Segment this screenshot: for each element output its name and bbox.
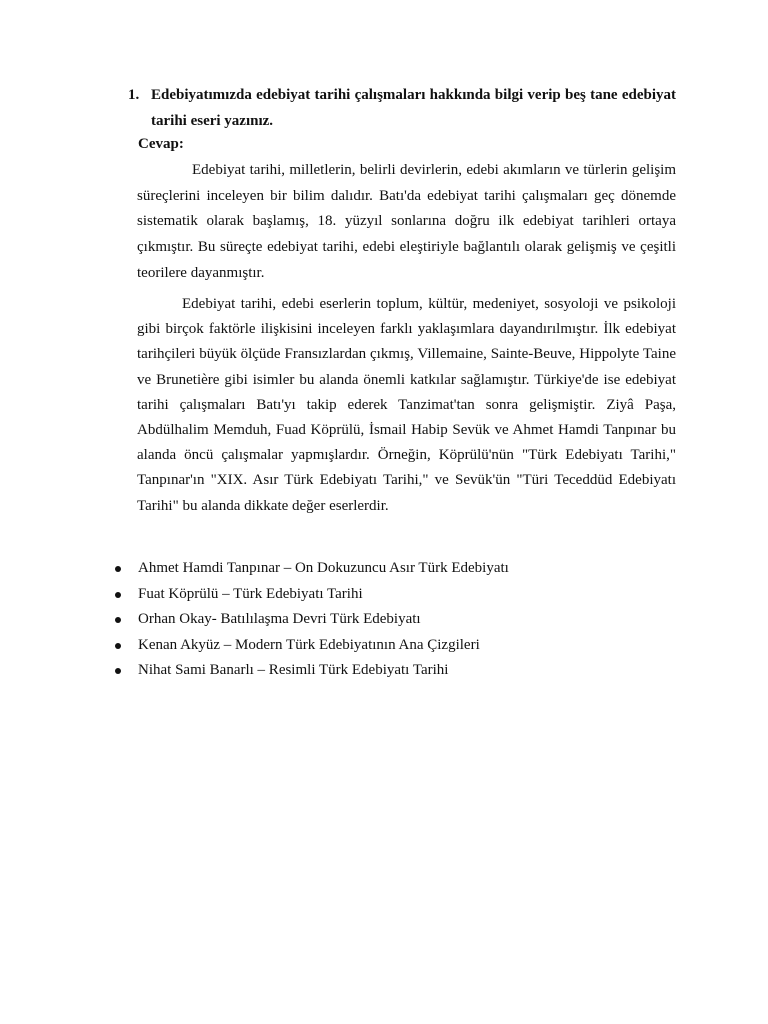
book-list-item <box>112 582 672 608</box>
bullet-icon <box>115 668 121 674</box>
question-number: 1. <box>128 87 140 103</box>
book-list-item <box>112 633 672 659</box>
bullet-icon <box>115 617 121 623</box>
bullet-icon <box>115 643 121 649</box>
book-title: Fuat Köprülü – Türk Edebiyatı Tarihi <box>138 585 363 602</box>
bullet-icon <box>115 566 121 572</box>
book-title: Ahmet Hamdi Tanpınar – On Dokuzuncu Asır Türk Edebiyatı <box>138 560 509 576</box>
book-list <box>112 556 672 684</box>
book-title: Kenan Akyüz – Modern Türk Edebiyatının Ana Çizgileri <box>138 636 480 653</box>
book-list-item <box>112 556 672 582</box>
bullet-icon <box>115 592 121 598</box>
answer-paragraph-1: Edebiyat tarihi, milletlerin, belirli devirlerin, edebi akımların ve türlerin gelişim süreçlerini inceleyen bir bilim dalıdır. Batı'da edebiyat tarihi çalışmaları geç dönemde sistematik olarak başlamış, 18. yüzyıl sonlarına doğru ilk edebiyat tarihleri ortaya çıkmıştır. Bu süreçte edebiyat tarihi, edebi eleştiriyle bağlantılı olarak gelişmiş ve çeşitli teorilere dayanmıştır. <box>137 162 676 281</box>
book-title: Orhan Okay- Batılılaşma Devri Türk Edebiyatı <box>138 611 421 628</box>
book-list-item <box>112 607 672 633</box>
answer-paragraph-2: Edebiyat tarihi, edebi eserlerin toplum, kültür, medeniyet, sosyoloji ve psikoloji gibi birçok faktörle ilişkisini inceleyen farklı yaklaşımlara dayandırılmıştır. İlk edebiyat tarihçileri büyük ölçüde Fransızlardan çıkmış, Villemaine, Sainte-Beuve, Hippolyte Taine ve Brunetière gibi isimler bu alanda önemli katkılar sağlamıştır. Türkiye'de ise edebiyat tarihi çalışmaları Batı'yı takip ederek Tanzimat'tan sonra gelişmiştir. Ziyâ Paşa, Abdülhalim Memduh, Fuad Köprülü, İsmail Habip Sevük ve Ahmet Hamdi Tanpınar bu alanda öncü çalışmalar yapmışlardır. Örneğin, Köprülü'nün "Türk Edebiyatı Tarihi," Tanpınar'ın "XIX. Asır Türk Edebiyatı Tarihi," ve Sevük'ün "Türi Teceddüd Edebiyatı Tarihi" bu alanda dikkate değer eserlerdir. <box>137 296 676 514</box>
book-title: Nihat Sami Banarlı – Resimli Türk Edebiyatı Tarihi <box>138 662 449 679</box>
question-item <box>128 82 676 134</box>
answer-label: Cevap: <box>138 136 184 152</box>
book-list-item <box>112 658 672 684</box>
question-text: Edebiyatımızda edebiyat tarihi çalışmaları hakkında bilgi verip beş tane edebiyat tarihi eseri yazınız. <box>151 87 676 129</box>
